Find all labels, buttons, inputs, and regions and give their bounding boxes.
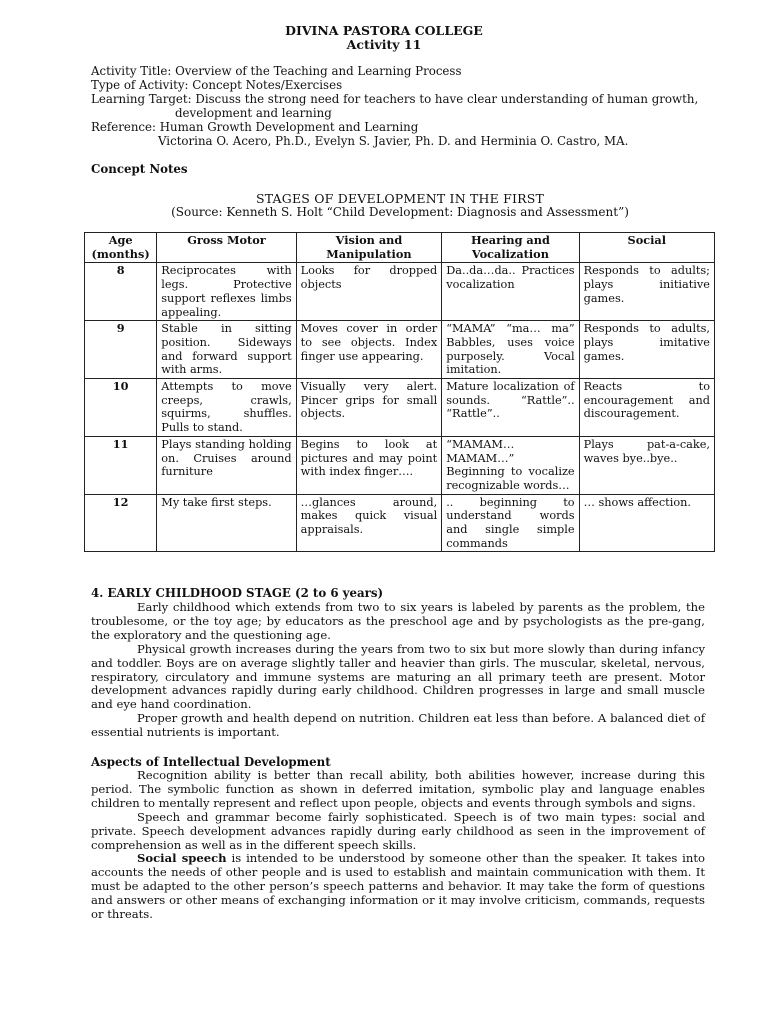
college-name: DIVINA PASTORA COLLEGE: [285, 23, 483, 38]
cell-social: Responds to adults, plays imitative games.: [579, 321, 714, 379]
social-speech-term: Social speech: [137, 851, 227, 866]
paragraph: Physical growth increases during the years from two to six but more slowly than during infancy and toddler. Boys are on average slightly taller and heavier than girls. The muscular, skeletal, nervous, respiratory, circulatory and immune systems are maturing an all primary teeth are present. Motor development advances rapidly during early childhood. Children progresses in large and small muscle and eye hand coordination.: [91, 641, 705, 712]
cell-hearing: .. beginning to understand words and single simple commands: [442, 494, 579, 552]
paragraph: Proper growth and health depend on nutrition. Children eat less than before. A balanced diet of essential nutrients is important.: [91, 711, 705, 740]
table-row: [85, 321, 715, 379]
cell-age: 12: [85, 494, 157, 552]
cell-social: Reacts to encouragement and discouragement.: [579, 379, 714, 437]
intellectual-heading: Aspects of Intellectual Development: [91, 755, 331, 769]
table-title: STAGES OF DEVELOPMENT IN THE FIRST: [255, 191, 545, 206]
paragraph: Early childhood which extends from two to six years is labeled by parents as the problem, the troublesome, or the toy age; by educators as the preschool age and by psychologists as the pre-gang, the exploratory and the questioning age.: [91, 600, 705, 642]
cell-vision: Looks for dropped objects: [296, 263, 442, 321]
cell-age: 8: [85, 263, 157, 321]
cell-gross-motor: My take first steps.: [157, 494, 296, 552]
cell-hearing: Mature localization of sounds. “Rattle”.. “Rattle”..: [442, 379, 579, 437]
cell-social: … shows affection.: [579, 494, 714, 552]
header-social: Social: [579, 233, 714, 263]
table-source: (Source: Kenneth S. Holt “Child Development: Diagnosis and Assessment”): [171, 205, 629, 219]
cell-age: 11: [85, 436, 157, 494]
table-row: [85, 379, 715, 437]
development-table: [84, 232, 715, 552]
reference-authors: Victorina O. Acero, Ph.D., Evelyn S. Javier, Ph. D. and Herminia O. Castro, MA.: [158, 134, 629, 148]
table-row: [85, 494, 715, 552]
cell-gross-motor: Reciprocates with legs. Protective support reflexes limbs appealing.: [157, 263, 296, 321]
concept-notes-heading: Concept Notes: [91, 162, 188, 176]
header-vision: Vision and Manipulation: [296, 233, 442, 263]
learning-target: Learning Target: Discuss the strong need for teachers to have clear understanding of human growth,: [91, 92, 699, 106]
activity-type: Type of Activity: Concept Notes/Exercises: [91, 78, 343, 92]
social-speech-definition: is intended to be understood by someone other than the speaker. It takes into accounts the needs of other people and is used to establish and maintain communication with them. It must be adapted to the other person’s speech patterns and behavior. It may take the form of questions and answers or other means of exchanging information or it may involve criticism, commands, requests or threats.: [91, 851, 705, 922]
early-childhood-body: [91, 601, 705, 740]
paragraph: Speech and grammar become fairly sophisticated. Speech is of two main types: social and private. Speech development advances rapidly during early childhood as seen in the improvement of comprehension as well as in the different speech skills.: [91, 809, 705, 852]
cell-gross-motor: Stable in sitting position. Sideways and forward support with arms.: [157, 321, 296, 379]
cell-age: 9: [85, 321, 157, 379]
learning-target-cont: development and learning: [175, 106, 332, 120]
table-header-row: [85, 233, 715, 263]
cell-social: Responds to adults; plays initiative games.: [579, 263, 714, 321]
cell-gross-motor: Attempts to move creeps, crawls, squirms, shuffles. Pulls to stand.: [157, 379, 296, 437]
header-hearing: Hearing and Vocalization: [442, 233, 579, 263]
early-childhood-heading: 4. EARLY CHILDHOOD STAGE (2 to 6 years): [91, 586, 384, 600]
header-age: Age (months): [85, 233, 157, 263]
activity-title: Activity Title: Overview of the Teaching and Learning Process: [91, 64, 462, 78]
cell-hearing: “MAMA” “ma… ma” Babbles, uses voice purposely. Vocal imitation.: [442, 321, 579, 379]
activity-meta: [91, 64, 731, 148]
paragraph: [91, 852, 705, 922]
reference: Reference: Human Growth Development and Learning: [91, 120, 419, 134]
cell-hearing: “MAMAM… MAMAM…” Beginning to vocalize recognizable words…: [442, 436, 579, 494]
cell-hearing: Da..da…da.. Practices vocalization: [442, 263, 579, 321]
intellectual-body: [91, 769, 705, 922]
table-row: [85, 436, 715, 494]
header-gross-motor: Gross Motor: [157, 233, 296, 263]
cell-age: 10: [85, 379, 157, 437]
cell-vision: Moves cover in order to see objects. Index finger use appearing.: [296, 321, 442, 379]
cell-gross-motor: Plays standing holding on. Cruises around furniture: [157, 436, 296, 494]
activity-number: Activity 11: [346, 37, 422, 52]
table-row: [85, 263, 715, 321]
cell-vision: Visually very alert. Pincer grips for small objects.: [296, 379, 442, 437]
cell-vision: Begins to look at pictures and may point with index finger….: [296, 436, 442, 494]
paragraph: Recognition ability is better than recall ability, both abilities however, increase during this period. The symbolic function as shown in deferred imitation, symbolic play and language enables children to mentally represent and reflect upon people, objects and events through symbols and signs.: [91, 768, 705, 810]
cell-vision: …glances around, makes quick visual appraisals.: [296, 494, 442, 552]
cell-social: Plays pat-a-cake, waves bye..bye..: [579, 436, 714, 494]
